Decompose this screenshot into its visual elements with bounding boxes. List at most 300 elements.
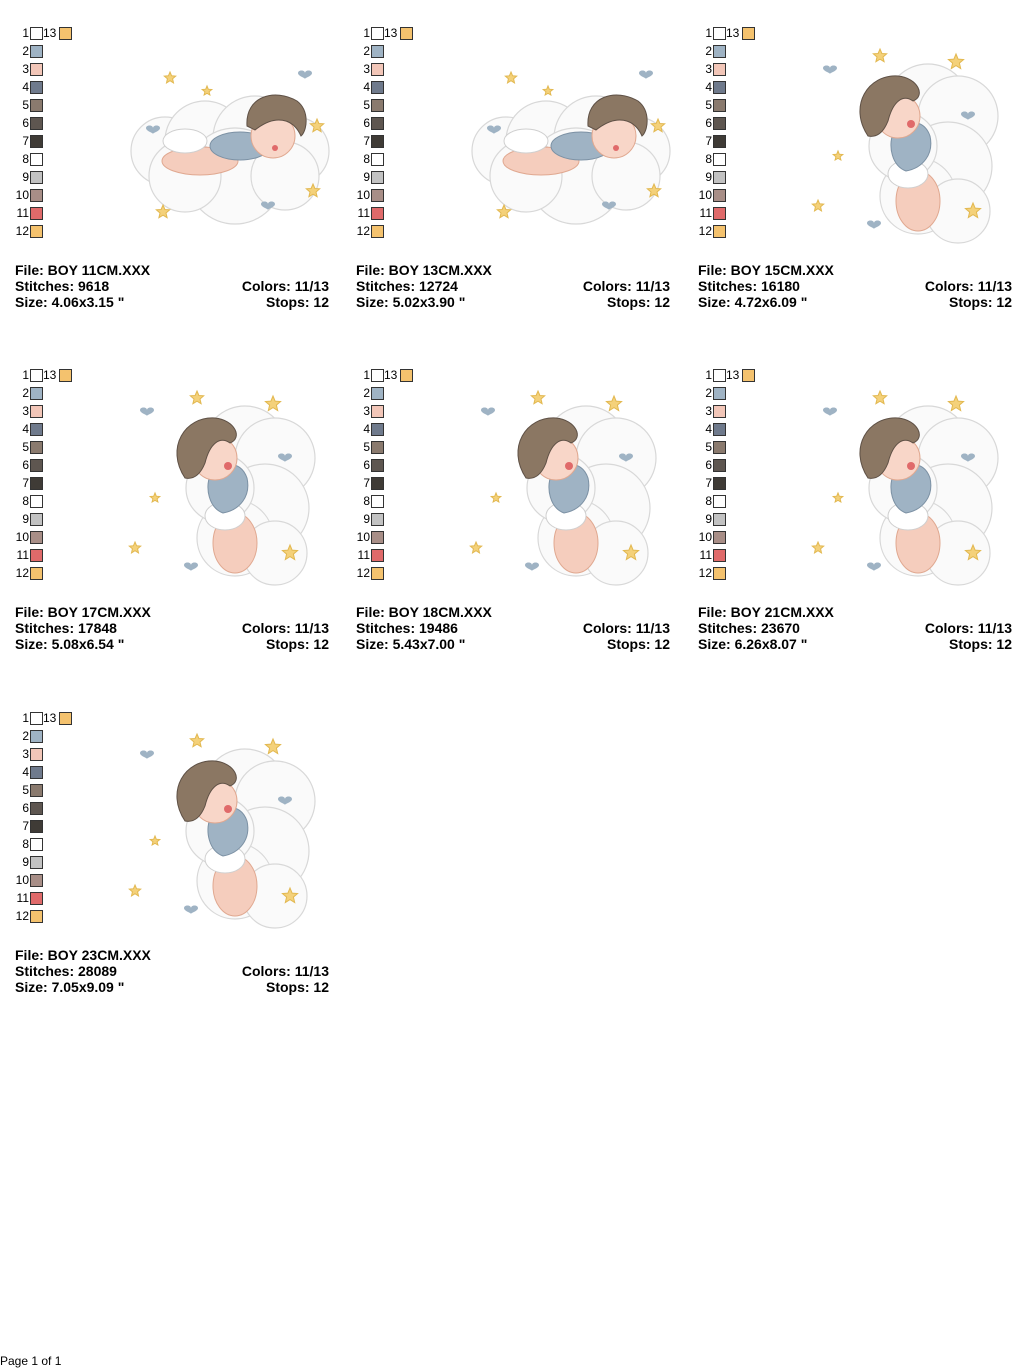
color-number: 9: [705, 512, 712, 526]
color-number: 5: [363, 98, 370, 112]
color-number: 13: [726, 368, 740, 382]
color-swatch: [713, 369, 726, 382]
color-row: [15, 134, 29, 148]
design-card: [15, 368, 335, 658]
design-size: Size: 4.06x3.15 ": [15, 294, 125, 310]
color-row: [15, 422, 29, 436]
color-row: [15, 729, 29, 743]
color-row: [356, 422, 370, 436]
color-swatch: [713, 495, 726, 508]
baby-mouth: [272, 145, 278, 151]
color-number: 7: [22, 134, 29, 148]
color-number: 9: [363, 512, 370, 526]
star-icon: [129, 542, 140, 553]
color-number: 2: [22, 729, 29, 743]
color-swatch: [30, 477, 43, 490]
color-swatch: [30, 802, 43, 815]
design-artwork: [125, 46, 335, 246]
color-row: [356, 530, 370, 544]
color-row: [15, 440, 29, 454]
color-row: [15, 386, 29, 400]
star-icon: [531, 391, 544, 404]
color-row: [698, 134, 712, 148]
color-row: [356, 458, 370, 472]
color-row: [356, 152, 370, 166]
star-icon: [505, 72, 516, 83]
color-row: [698, 62, 712, 76]
color-row: [15, 116, 29, 130]
color-row: [15, 26, 57, 40]
star-icon: [190, 391, 203, 404]
color-number: 1: [22, 26, 29, 40]
color-number: 5: [22, 783, 29, 797]
color-number: 9: [705, 170, 712, 184]
heart-icon: [639, 70, 653, 78]
color-row: [698, 548, 712, 562]
color-row: [15, 837, 29, 851]
color-number: 12: [698, 566, 712, 580]
color-number: 3: [705, 404, 712, 418]
color-number: 2: [705, 44, 712, 58]
heart-icon: [823, 65, 837, 73]
color-swatch: [30, 567, 43, 580]
baby-cheek: [224, 462, 232, 470]
diaper-shape: [163, 129, 207, 153]
color-count: Colors: 11/13: [241, 963, 329, 979]
color-number: 10: [698, 530, 712, 544]
color-number: 4: [705, 80, 712, 94]
color-swatch: [30, 531, 43, 544]
color-swatch: [30, 405, 43, 418]
heart-icon: [481, 407, 495, 415]
color-number: 11: [357, 206, 370, 220]
color-row: [15, 80, 29, 94]
design-size: Size: 5.43x7.00 ": [356, 636, 466, 652]
star-icon: [812, 542, 823, 553]
heart-icon: [867, 562, 881, 570]
color-number: 2: [22, 44, 29, 58]
color-number: 7: [705, 134, 712, 148]
color-number: 4: [705, 422, 712, 436]
color-number: 7: [705, 476, 712, 490]
color-number: 11: [16, 548, 29, 562]
embroidery-design-preview: [466, 46, 676, 246]
color-swatch: [713, 567, 726, 580]
stop-count: Stops: 12: [606, 294, 670, 310]
color-row: [15, 909, 29, 923]
color-swatch: [371, 81, 384, 94]
color-row: [356, 440, 370, 454]
color-swatch: [713, 99, 726, 112]
color-swatch: [400, 369, 413, 382]
color-number: 3: [363, 404, 370, 418]
color-swatch: [713, 189, 726, 202]
star-icon: [150, 836, 160, 845]
color-row: [356, 224, 370, 238]
file-name: File: BOY 18CM.XXX: [356, 604, 492, 620]
color-swatch: [30, 207, 43, 220]
color-number: 10: [356, 530, 370, 544]
color-row: [356, 512, 370, 526]
stop-count: Stops: 12: [948, 636, 1012, 652]
color-row: [356, 368, 398, 382]
color-swatch: [371, 135, 384, 148]
color-swatch: [30, 910, 43, 923]
color-number: 8: [363, 494, 370, 508]
color-number: 1: [705, 368, 712, 382]
color-row: [698, 422, 712, 436]
color-swatch: [371, 495, 384, 508]
color-swatch: [30, 27, 43, 40]
color-swatch: [30, 441, 43, 454]
color-number: 5: [705, 440, 712, 454]
design-artwork: [466, 46, 676, 246]
color-swatch: [713, 531, 726, 544]
heart-icon: [140, 750, 154, 758]
color-row: [15, 747, 29, 761]
design-card: [15, 711, 335, 1001]
color-number: 5: [22, 440, 29, 454]
color-number: 6: [22, 458, 29, 472]
color-row: [356, 134, 370, 148]
star-icon: [833, 151, 843, 160]
design-artwork: [808, 46, 1018, 246]
color-count: Colors: 11/13: [924, 278, 1012, 294]
stitch-count: Stitches: 9618: [15, 278, 110, 294]
color-number: 7: [22, 476, 29, 490]
baby-cheek: [907, 120, 915, 128]
star-icon: [873, 49, 886, 62]
color-row: [15, 548, 29, 562]
design-artwork: [125, 388, 335, 588]
star-icon: [164, 72, 175, 83]
heart-icon: [525, 562, 539, 570]
color-swatch: [713, 423, 726, 436]
diaper-shape: [504, 129, 548, 153]
color-swatch: [742, 27, 755, 40]
color-swatch: [30, 892, 43, 905]
color-swatch: [713, 459, 726, 472]
color-swatch: [30, 81, 43, 94]
color-number: 11: [699, 206, 712, 220]
star-icon: [948, 54, 963, 69]
color-row: [15, 783, 29, 797]
color-number: 3: [363, 62, 370, 76]
color-number: 6: [363, 116, 370, 130]
color-swatch: [713, 63, 726, 76]
color-row: [698, 98, 712, 112]
color-number: 3: [22, 62, 29, 76]
star-icon: [812, 200, 823, 211]
color-number: 5: [363, 440, 370, 454]
color-number: 4: [363, 80, 370, 94]
design-artwork: [808, 388, 1018, 588]
color-number: 4: [363, 422, 370, 436]
star-icon: [948, 396, 963, 411]
color-number: 6: [705, 458, 712, 472]
heart-icon: [140, 407, 154, 415]
embroidery-design-preview: [125, 46, 335, 246]
color-number: 13: [726, 26, 740, 40]
color-row: [698, 512, 712, 526]
color-number: 9: [22, 512, 29, 526]
heart-icon: [867, 220, 881, 228]
color-row: [698, 386, 712, 400]
color-row: [698, 368, 740, 382]
color-swatch: [371, 63, 384, 76]
color-swatch: [713, 441, 726, 454]
color-number: 11: [699, 548, 712, 562]
baby-mouth: [613, 145, 619, 151]
baby-cheek: [907, 462, 915, 470]
star-icon: [543, 86, 553, 95]
color-swatch: [713, 27, 726, 40]
color-row: [698, 26, 740, 40]
stitch-count: Stitches: 19486: [356, 620, 458, 636]
color-number: 7: [363, 134, 370, 148]
color-row: [15, 152, 29, 166]
star-icon: [265, 396, 280, 411]
design-card: [356, 26, 676, 316]
color-row: [15, 891, 29, 905]
star-icon: [129, 885, 140, 896]
color-row: [698, 530, 712, 544]
stitch-count: Stitches: 16180: [698, 278, 800, 294]
color-number: 1: [22, 368, 29, 382]
color-row: [698, 152, 712, 166]
color-swatch: [30, 369, 43, 382]
color-number: 1: [363, 26, 370, 40]
color-number: 4: [22, 765, 29, 779]
color-number: 7: [363, 476, 370, 490]
baby-cheek: [565, 462, 573, 470]
color-number: 12: [356, 566, 370, 580]
star-icon: [202, 86, 212, 95]
color-number: 11: [16, 891, 29, 905]
color-swatch: [713, 45, 726, 58]
color-number: 13: [43, 26, 57, 40]
color-swatch: [371, 549, 384, 562]
design-card: [698, 26, 1018, 316]
stop-count: Stops: 12: [265, 636, 329, 652]
color-swatch: [371, 441, 384, 454]
design-size: Size: 5.02x3.90 ": [356, 294, 466, 310]
color-row: [356, 494, 370, 508]
color-row: [698, 440, 712, 454]
color-number: 13: [43, 711, 57, 725]
star-icon: [190, 734, 203, 747]
color-swatch: [371, 225, 384, 238]
color-swatch: [59, 369, 72, 382]
color-row: [356, 548, 370, 562]
color-number: 11: [16, 206, 29, 220]
color-row: [356, 44, 370, 58]
color-number: 8: [22, 152, 29, 166]
color-number: 6: [705, 116, 712, 130]
star-icon: [265, 739, 280, 754]
color-number: 6: [22, 801, 29, 815]
color-swatch: [371, 459, 384, 472]
color-row: [356, 404, 370, 418]
baby-cheek: [224, 805, 232, 813]
color-row: [698, 80, 712, 94]
color-number: 4: [22, 80, 29, 94]
color-swatch: [371, 423, 384, 436]
color-swatch: [371, 45, 384, 58]
color-number: 10: [15, 188, 29, 202]
star-icon: [606, 396, 621, 411]
color-row: [15, 44, 29, 58]
color-number: 12: [356, 224, 370, 238]
color-row: [356, 26, 398, 40]
file-name: File: BOY 23CM.XXX: [15, 947, 151, 963]
color-number: 10: [15, 530, 29, 544]
color-row: [698, 188, 712, 202]
color-row: [15, 476, 29, 490]
color-swatch: [30, 549, 43, 562]
stop-count: Stops: 12: [265, 979, 329, 995]
color-number: 12: [15, 566, 29, 580]
star-icon: [491, 493, 501, 502]
color-swatch: [713, 171, 726, 184]
color-swatch: [713, 477, 726, 490]
design-artwork: [125, 731, 335, 931]
color-swatch: [713, 153, 726, 166]
color-number: 3: [705, 62, 712, 76]
color-number: 7: [22, 819, 29, 833]
design-size: Size: 7.05x9.09 ": [15, 979, 125, 995]
color-swatch: [30, 513, 43, 526]
color-swatch: [30, 748, 43, 761]
color-number: 3: [22, 404, 29, 418]
color-swatch: [59, 712, 72, 725]
color-count: Colors: 11/13: [924, 620, 1012, 636]
color-swatch: [30, 820, 43, 833]
color-count: Colors: 11/13: [582, 620, 670, 636]
color-number: 5: [22, 98, 29, 112]
color-row: [15, 98, 29, 112]
color-swatch: [30, 171, 43, 184]
color-row: [15, 801, 29, 815]
color-number: 1: [363, 368, 370, 382]
color-number: 10: [15, 873, 29, 887]
color-number: 12: [698, 224, 712, 238]
page-number: Page 1 of 1: [0, 1354, 62, 1368]
embroidery-design-preview: [808, 388, 1018, 588]
color-swatch: [713, 405, 726, 418]
color-number: 8: [22, 494, 29, 508]
heart-icon: [298, 70, 312, 78]
star-icon: [150, 493, 160, 502]
color-number: 2: [22, 386, 29, 400]
color-row: [15, 855, 29, 869]
color-swatch: [30, 99, 43, 112]
heart-icon: [823, 407, 837, 415]
color-row: [15, 458, 29, 472]
stop-count: Stops: 12: [606, 636, 670, 652]
color-row: [698, 170, 712, 184]
color-swatch: [30, 225, 43, 238]
color-swatch: [713, 549, 726, 562]
color-swatch: [30, 117, 43, 130]
color-row: [356, 476, 370, 490]
color-swatch: [371, 567, 384, 580]
color-number: 13: [43, 368, 57, 382]
color-swatch: [400, 27, 413, 40]
color-swatch: [30, 135, 43, 148]
stop-count: Stops: 12: [948, 294, 1012, 310]
color-row: [15, 224, 29, 238]
embroidery-design-preview: [808, 46, 1018, 246]
color-count: Colors: 11/13: [582, 278, 670, 294]
color-row: [356, 80, 370, 94]
design-size: Size: 5.08x6.54 ": [15, 636, 125, 652]
color-swatch: [371, 117, 384, 130]
color-swatch: [371, 207, 384, 220]
heart-icon: [184, 562, 198, 570]
color-swatch: [742, 369, 755, 382]
color-number: 10: [698, 188, 712, 202]
color-row: [356, 566, 370, 580]
color-number: 9: [363, 170, 370, 184]
color-number: 2: [363, 386, 370, 400]
color-row: [356, 98, 370, 112]
star-icon: [873, 391, 886, 404]
color-swatch: [30, 63, 43, 76]
color-swatch: [30, 189, 43, 202]
color-swatch: [30, 153, 43, 166]
color-row: [15, 512, 29, 526]
color-number: 8: [705, 152, 712, 166]
color-swatch: [713, 81, 726, 94]
color-number: 13: [384, 368, 398, 382]
design-size: Size: 6.26x8.07 ": [698, 636, 808, 652]
color-number: 9: [22, 855, 29, 869]
color-swatch: [30, 874, 43, 887]
color-count: Colors: 11/13: [241, 278, 329, 294]
color-number: 8: [363, 152, 370, 166]
file-name: File: BOY 21CM.XXX: [698, 604, 834, 620]
color-swatch: [713, 387, 726, 400]
color-swatch: [30, 387, 43, 400]
color-swatch: [30, 784, 43, 797]
color-number: 5: [705, 98, 712, 112]
color-row: [698, 458, 712, 472]
color-swatch: [713, 513, 726, 526]
color-row: [698, 494, 712, 508]
color-row: [698, 404, 712, 418]
color-swatch: [713, 207, 726, 220]
color-row: [356, 386, 370, 400]
color-row: [356, 170, 370, 184]
color-number: 2: [363, 44, 370, 58]
design-card: [15, 26, 335, 316]
color-swatch: [30, 495, 43, 508]
color-row: [356, 116, 370, 130]
color-swatch: [30, 459, 43, 472]
color-number: 12: [15, 224, 29, 238]
color-swatch: [30, 838, 43, 851]
file-name: File: BOY 11CM.XXX: [15, 262, 151, 278]
color-number: 6: [363, 458, 370, 472]
design-size: Size: 4.72x6.09 ": [698, 294, 808, 310]
color-row: [15, 873, 29, 887]
color-number: 6: [22, 116, 29, 130]
color-row: [15, 765, 29, 779]
file-name: File: BOY 13CM.XXX: [356, 262, 492, 278]
color-swatch: [713, 135, 726, 148]
embroidery-design-preview: [466, 388, 676, 588]
